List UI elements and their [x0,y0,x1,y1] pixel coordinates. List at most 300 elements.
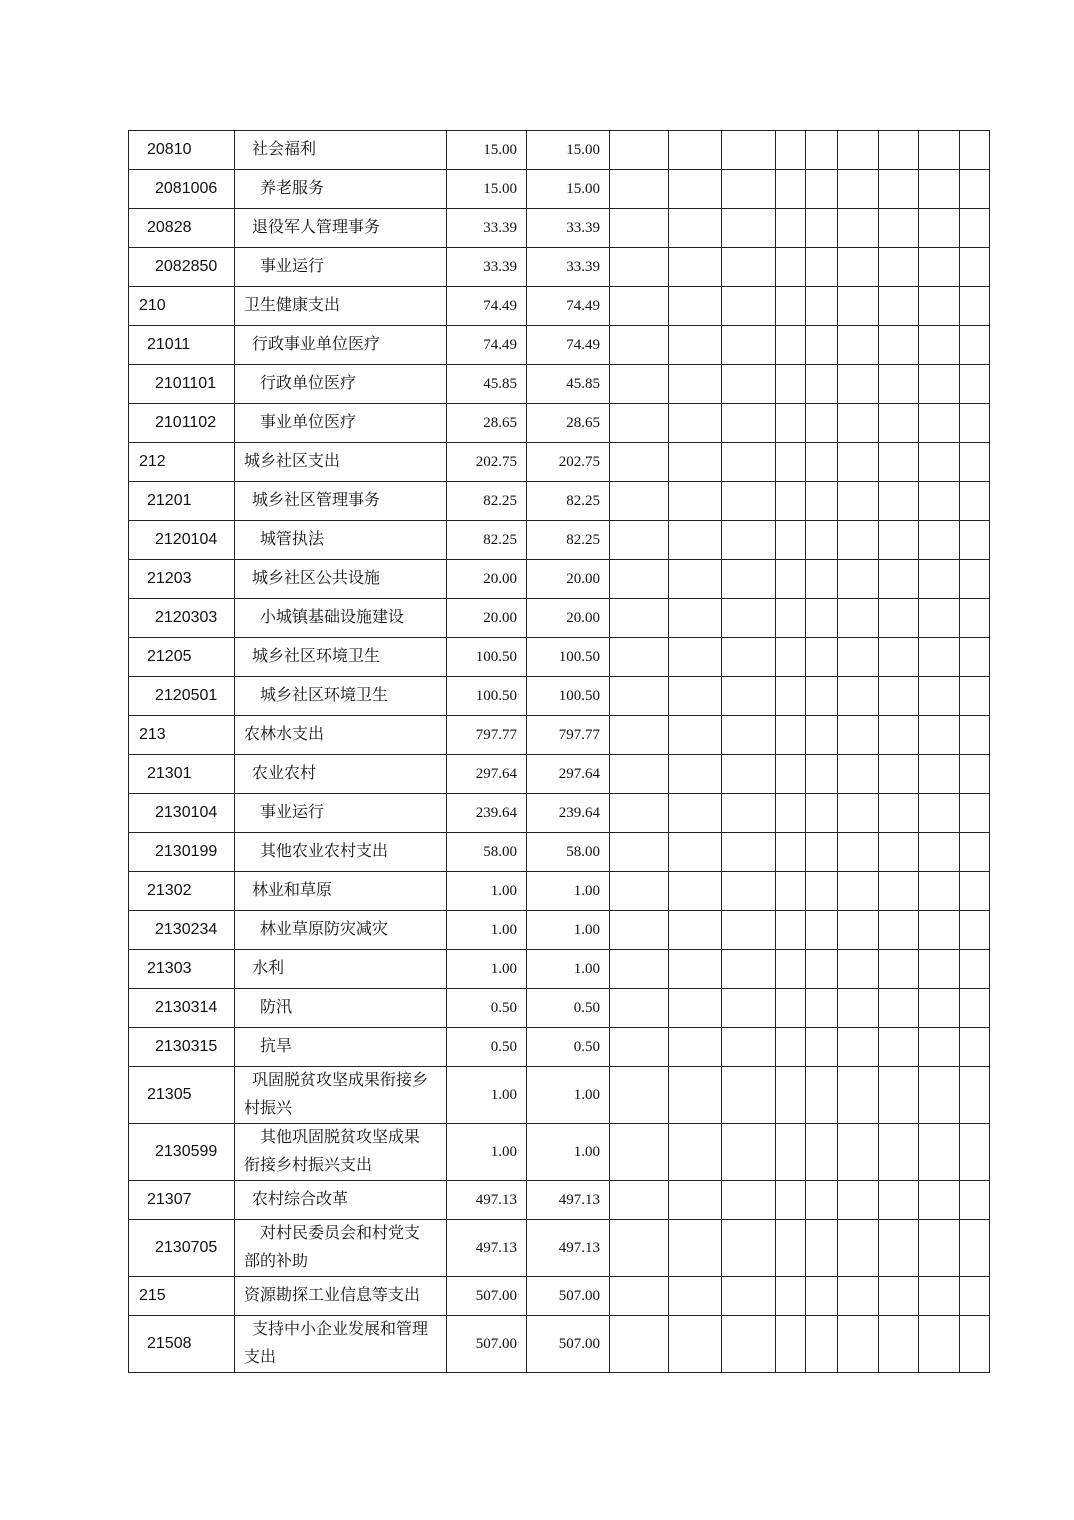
empty-cell [838,755,879,794]
total-amount-cell: 0.50 [447,1028,527,1067]
general-budget-amount-cell: 28.65 [527,404,610,443]
empty-cell [722,638,776,677]
empty-cell [806,170,838,209]
table-row [129,1028,990,1067]
empty-cell [776,326,806,365]
subject-name-cell: 城乡社区环境卫生 [235,638,447,677]
empty-cell [838,1181,879,1220]
total-amount-cell: 507.00 [447,1277,527,1316]
empty-cell [919,1124,960,1181]
empty-cell [776,248,806,287]
empty-cell [776,1316,806,1373]
subject-name-cell: 城管执法 [235,521,447,560]
subject-name-cell: 退役军人管理事务 [235,209,447,248]
empty-cell [669,209,722,248]
subject-code-cell: 2130104 [129,794,235,833]
empty-cell [776,950,806,989]
total-amount-cell: 20.00 [447,599,527,638]
empty-cell [669,794,722,833]
general-budget-amount-cell: 297.64 [527,755,610,794]
empty-cell [919,794,960,833]
empty-cell [838,209,879,248]
empty-cell [879,209,919,248]
empty-cell [806,521,838,560]
empty-cell [776,989,806,1028]
subject-code-cell: 21508 [129,1316,235,1373]
empty-cell [669,287,722,326]
empty-cell [919,482,960,521]
empty-cell [919,1028,960,1067]
empty-cell [610,170,669,209]
empty-cell [838,1316,879,1373]
subject-code-cell: 2120104 [129,521,235,560]
empty-cell [806,365,838,404]
subject-code-cell: 21307 [129,1181,235,1220]
empty-cell [960,482,990,521]
empty-cell [838,482,879,521]
subject-name-cell: 农林水支出 [235,716,447,755]
empty-cell [838,1277,879,1316]
empty-cell [919,1316,960,1373]
subject-code-cell: 21305 [129,1067,235,1124]
empty-cell [722,443,776,482]
empty-cell [806,326,838,365]
general-budget-amount-cell: 100.50 [527,638,610,677]
empty-cell [960,989,990,1028]
subject-name-cell: 小城镇基础设施建设 [235,599,447,638]
empty-cell [610,638,669,677]
empty-cell [669,1316,722,1373]
empty-cell [722,1220,776,1277]
subject-name-line-2: 村振兴 [244,1100,293,1117]
empty-cell [610,794,669,833]
total-amount-cell: 297.64 [447,755,527,794]
subject-name-cell: 林业草原防灾减灾 [235,911,447,950]
subject-name-cell: 农村综合改革 [235,1181,447,1220]
empty-cell [960,404,990,443]
general-budget-amount-cell: 45.85 [527,365,610,404]
empty-cell [669,326,722,365]
total-amount-cell: 28.65 [447,404,527,443]
empty-cell [838,833,879,872]
empty-cell [776,560,806,599]
empty-cell [879,599,919,638]
empty-cell [776,1028,806,1067]
subject-code-cell: 2081006 [129,170,235,209]
empty-cell [722,716,776,755]
general-budget-amount-cell: 239.64 [527,794,610,833]
empty-cell [776,404,806,443]
general-budget-amount-cell: 20.00 [527,599,610,638]
empty-cell [879,833,919,872]
table-row [129,560,990,599]
empty-cell [722,131,776,170]
total-amount-cell: 1.00 [447,1067,527,1124]
empty-cell [776,638,806,677]
empty-cell [960,1220,990,1277]
empty-cell [669,872,722,911]
empty-cell [879,755,919,794]
empty-cell [806,1028,838,1067]
subject-name-cell: 城乡社区管理事务 [235,482,447,521]
empty-cell [722,911,776,950]
subject-name-cell: 行政单位医疗 [235,365,447,404]
subject-name-cell: 林业和草原 [235,872,447,911]
empty-cell [879,482,919,521]
empty-cell [838,950,879,989]
empty-cell [806,209,838,248]
empty-cell [838,131,879,170]
empty-cell [960,287,990,326]
empty-cell [722,677,776,716]
empty-cell [960,248,990,287]
empty-cell [610,677,669,716]
total-amount-cell: 45.85 [447,365,527,404]
general-budget-amount-cell: 74.49 [527,326,610,365]
empty-cell [919,872,960,911]
empty-cell [722,209,776,248]
empty-cell [919,170,960,209]
empty-cell [838,365,879,404]
subject-name-cell: 社会福利 [235,131,447,170]
subject-code-cell: 213 [129,716,235,755]
empty-cell [610,599,669,638]
empty-cell [610,287,669,326]
empty-cell [919,989,960,1028]
empty-cell [806,599,838,638]
empty-cell [722,1316,776,1373]
empty-cell [879,989,919,1028]
empty-cell [610,482,669,521]
total-amount-cell: 797.77 [447,716,527,755]
table-row [129,326,990,365]
empty-cell [806,833,838,872]
empty-cell [776,365,806,404]
empty-cell [806,287,838,326]
subject-name-cell [235,1220,447,1277]
empty-cell [722,1067,776,1124]
general-budget-amount-cell: 20.00 [527,560,610,599]
empty-cell [610,872,669,911]
empty-cell [669,638,722,677]
empty-cell [806,1220,838,1277]
empty-cell [919,443,960,482]
empty-cell [919,599,960,638]
subject-code-cell: 2101102 [129,404,235,443]
general-budget-amount-cell: 82.25 [527,521,610,560]
empty-cell [722,794,776,833]
table-row [129,443,990,482]
empty-cell [610,365,669,404]
empty-cell [838,599,879,638]
empty-cell [610,1277,669,1316]
subject-code-cell: 210 [129,287,235,326]
empty-cell [669,170,722,209]
subject-code-cell: 2130234 [129,911,235,950]
empty-cell [610,443,669,482]
subject-name-cell: 行政事业单位医疗 [235,326,447,365]
empty-cell [919,287,960,326]
empty-cell [610,1028,669,1067]
empty-cell [838,1124,879,1181]
empty-cell [960,1067,990,1124]
empty-cell [669,482,722,521]
empty-cell [610,248,669,287]
empty-cell [722,560,776,599]
subject-name-line-2: 部的补助 [244,1253,309,1270]
empty-cell [806,1067,838,1124]
general-budget-amount-cell: 33.39 [527,248,610,287]
empty-cell [879,1028,919,1067]
empty-cell [919,131,960,170]
empty-cell [960,443,990,482]
empty-cell [610,326,669,365]
total-amount-cell: 497.13 [447,1181,527,1220]
subject-code-cell: 2130599 [129,1124,235,1181]
empty-cell [610,950,669,989]
table-row [129,833,990,872]
empty-cell [879,287,919,326]
total-amount-cell: 74.49 [447,287,527,326]
empty-cell [919,677,960,716]
subject-code-cell: 21011 [129,326,235,365]
empty-cell [722,599,776,638]
empty-cell [776,1067,806,1124]
subject-name-cell: 事业运行 [235,794,447,833]
empty-cell [610,989,669,1028]
general-budget-amount-cell: 58.00 [527,833,610,872]
total-amount-cell: 33.39 [447,248,527,287]
empty-cell [806,677,838,716]
subject-name-cell: 抗旱 [235,1028,447,1067]
empty-cell [919,560,960,599]
subject-name-line-1: 巩固脱贫攻坚成果衔接乡 [252,1072,429,1089]
empty-cell [919,755,960,794]
empty-cell [776,131,806,170]
empty-cell [722,404,776,443]
subject-code-cell: 2101101 [129,365,235,404]
empty-cell [806,950,838,989]
subject-name-cell [235,1124,447,1181]
empty-cell [722,1028,776,1067]
general-budget-amount-cell: 74.49 [527,287,610,326]
table-row [129,677,990,716]
empty-cell [879,950,919,989]
table-row [129,1181,990,1220]
empty-cell [960,560,990,599]
empty-cell [776,872,806,911]
empty-cell [669,599,722,638]
empty-cell [838,1220,879,1277]
empty-cell [669,248,722,287]
empty-cell [879,638,919,677]
empty-cell [806,716,838,755]
empty-cell [669,950,722,989]
table-row [129,482,990,521]
general-budget-amount-cell: 1.00 [527,1124,610,1181]
table-row [129,1220,990,1277]
empty-cell [919,833,960,872]
empty-cell [838,794,879,833]
table-row [129,131,990,170]
subject-code-cell: 2130199 [129,833,235,872]
empty-cell [960,326,990,365]
empty-cell [838,638,879,677]
empty-cell [776,482,806,521]
empty-cell [960,1124,990,1181]
empty-cell [669,1067,722,1124]
empty-cell [806,1277,838,1316]
table-row [129,872,990,911]
table-row [129,989,990,1028]
empty-cell [610,1220,669,1277]
empty-cell [919,638,960,677]
empty-cell [879,131,919,170]
empty-cell [610,131,669,170]
subject-code-cell: 2120303 [129,599,235,638]
general-budget-amount-cell: 100.50 [527,677,610,716]
empty-cell [610,209,669,248]
empty-cell [960,716,990,755]
empty-cell [838,248,879,287]
empty-cell [722,170,776,209]
empty-cell [776,1220,806,1277]
subject-name-cell: 事业单位医疗 [235,404,447,443]
empty-cell [669,911,722,950]
general-budget-amount-cell: 1.00 [527,950,610,989]
subject-code-cell: 21303 [129,950,235,989]
empty-cell [960,599,990,638]
empty-cell [960,1181,990,1220]
empty-cell [669,521,722,560]
empty-cell [838,560,879,599]
empty-cell [879,872,919,911]
empty-cell [610,911,669,950]
empty-cell [669,404,722,443]
empty-cell [806,131,838,170]
empty-cell [838,521,879,560]
empty-cell [806,248,838,287]
empty-cell [806,1124,838,1181]
empty-cell [610,560,669,599]
total-amount-cell: 82.25 [447,521,527,560]
total-amount-cell: 239.64 [447,794,527,833]
table-row [129,755,990,794]
empty-cell [879,443,919,482]
general-budget-amount-cell: 1.00 [527,872,610,911]
general-budget-amount-cell: 507.00 [527,1316,610,1373]
empty-cell [806,872,838,911]
general-budget-amount-cell: 507.00 [527,1277,610,1316]
table-row [129,1067,990,1124]
empty-cell [722,1124,776,1181]
empty-cell [722,872,776,911]
subject-code-cell: 2082850 [129,248,235,287]
empty-cell [722,950,776,989]
general-budget-amount-cell: 797.77 [527,716,610,755]
empty-cell [960,521,990,560]
empty-cell [879,1067,919,1124]
total-amount-cell: 15.00 [447,170,527,209]
empty-cell [610,716,669,755]
empty-cell [776,677,806,716]
empty-cell [960,677,990,716]
empty-cell [919,248,960,287]
empty-cell [669,560,722,599]
subject-name-line-1: 对村民委员会和村党支 [260,1225,421,1242]
budget-table [128,130,990,1373]
subject-code-cell: 212 [129,443,235,482]
empty-cell [776,755,806,794]
empty-cell [960,794,990,833]
empty-cell [669,989,722,1028]
empty-cell [919,911,960,950]
total-amount-cell: 20.00 [447,560,527,599]
empty-cell [669,677,722,716]
empty-cell [879,521,919,560]
total-amount-cell: 33.39 [447,209,527,248]
total-amount-cell: 1.00 [447,950,527,989]
empty-cell [919,404,960,443]
empty-cell [838,326,879,365]
total-amount-cell: 74.49 [447,326,527,365]
empty-cell [919,950,960,989]
empty-cell [919,1067,960,1124]
empty-cell [806,794,838,833]
empty-cell [776,599,806,638]
empty-cell [838,1067,879,1124]
empty-cell [919,521,960,560]
empty-cell [776,443,806,482]
empty-cell [838,677,879,716]
table-row [129,950,990,989]
subject-code-cell: 2130314 [129,989,235,1028]
subject-name-cell: 事业运行 [235,248,447,287]
empty-cell [919,1181,960,1220]
empty-cell [919,1220,960,1277]
total-amount-cell: 1.00 [447,1124,527,1181]
empty-cell [960,209,990,248]
table-row [129,1277,990,1316]
table-body [129,131,990,1373]
empty-cell [722,989,776,1028]
empty-cell [838,716,879,755]
empty-cell [879,794,919,833]
empty-cell [919,326,960,365]
empty-cell [776,911,806,950]
empty-cell [960,131,990,170]
empty-cell [879,1316,919,1373]
empty-cell [806,638,838,677]
empty-cell [610,1067,669,1124]
subject-code-cell: 2120501 [129,677,235,716]
subject-code-cell: 2130705 [129,1220,235,1277]
empty-cell [610,1181,669,1220]
subject-name-cell: 城乡社区公共设施 [235,560,447,599]
total-amount-cell: 1.00 [447,872,527,911]
table-row [129,170,990,209]
empty-cell [879,1277,919,1316]
subject-code-cell: 20828 [129,209,235,248]
empty-cell [806,989,838,1028]
subject-name-cell: 其他农业农村支出 [235,833,447,872]
empty-cell [669,1028,722,1067]
general-budget-amount-cell: 497.13 [527,1220,610,1277]
subject-name-cell: 卫生健康支出 [235,287,447,326]
total-amount-cell: 507.00 [447,1316,527,1373]
empty-cell [879,911,919,950]
empty-cell [722,521,776,560]
